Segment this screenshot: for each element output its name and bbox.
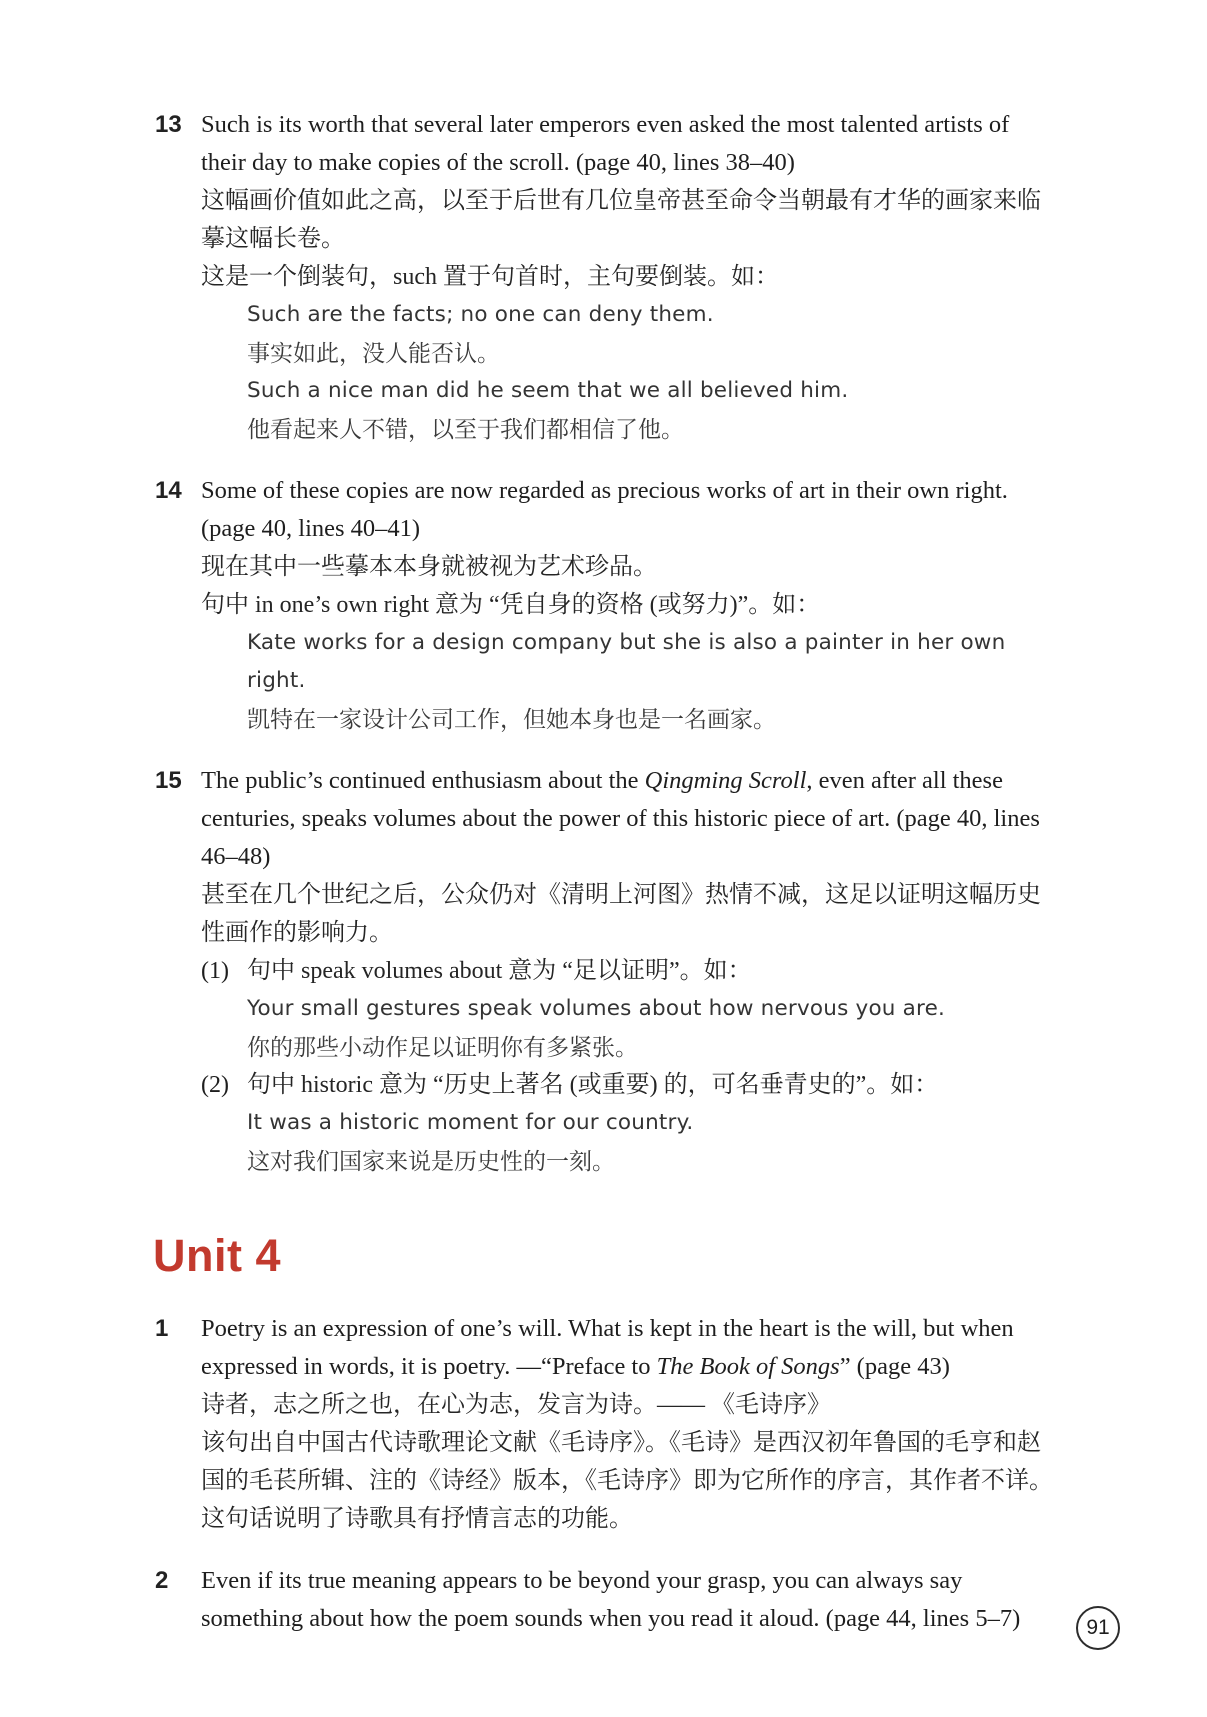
italic-title: Qingming Scroll (644, 767, 807, 794)
sentence-part: ” (page 43) (839, 1353, 950, 1380)
example-sentence-zh: 事实如此，没人能否认。 (247, 340, 500, 366)
example-sentence-zh: 你的那些小动作足以证明你有多紧张。 (247, 1034, 638, 1060)
unit4-item-1-number: 1 (155, 1315, 169, 1342)
item-13-body (201, 106, 1053, 448)
item-15-subitem-2 (201, 1066, 1053, 1180)
italic-title: The Book of Songs (656, 1353, 840, 1380)
unit4-item-2-english-sentence: Even if its true meaning appears to be beyond your grasp, you can always say something about how the poem sounds when you read it aloud. (page 44, lines 5–7) (201, 1567, 1021, 1632)
unit4-item-1-chinese-translation: 诗者，志之所之也，在心为志，发言为诗。—— 《毛诗序》 (201, 1392, 831, 1418)
item-15-body (201, 762, 1053, 1180)
item-13-number: 13 (155, 111, 182, 138)
sentence-part: The public’s continued enthusiasm about the (201, 767, 645, 794)
item-15-chinese-translation: 甚至在几个世纪之后，公众仍对《清明上河图》热情不减，这足以证明这幅历史性画作的影响力。 (201, 882, 1041, 946)
item-14-number: 14 (155, 477, 182, 504)
subitem-body (247, 1066, 1053, 1180)
item-15-number: 15 (155, 767, 182, 794)
unit4-item-2-number: 2 (155, 1567, 169, 1594)
subitem-body (247, 952, 1053, 1066)
unit4-item-2 (155, 1562, 1147, 1638)
example-sentence-en: Your small gestures speak volumes about how nervous you are. (247, 996, 946, 1021)
unit4-item-1-commentary: 该句出自中国古代诗歌理论文献《毛诗序》。《毛诗》是西汉初年鲁国的毛亨和赵国的毛苌所辑、注的《诗经》版本，《毛诗序》即为它所作的序言，其作者不详。这句话说明了诗歌具有抒情言志的功能。 (201, 1430, 1053, 1532)
item-13-chinese-translation: 这幅画价值如此之高，以至于后世有几位皇帝甚至命令当朝最有才华的画家来临摹这幅长卷。 (201, 188, 1041, 252)
example-sentence-en: Such are the facts; no one can deny them. (247, 302, 714, 327)
unit4-item-1 (155, 1310, 1147, 1538)
example-sentence-zh: 这对我们国家来说是历史性的一刻。 (247, 1148, 615, 1174)
sentence-part: , even after all these centuries, speaks volumes about the power of this historic piece of art. (page 40, lines 46–48) (201, 767, 1040, 870)
item-14-usage-note: 句中 in one’s own right 意为 “凭自身的资格 (或努力)”。如： (201, 592, 821, 618)
item-13 (155, 106, 1147, 448)
item-13-examples (201, 296, 1053, 448)
item-14-examples (201, 624, 1053, 738)
unit4-item-1-english-sentence (201, 1310, 1053, 1386)
subitem-usage-note: 句中 historic 意为 “历史上著名 (或重要) 的，可名垂青史的”。如： (247, 1072, 939, 1098)
unit-4-heading: Unit 4 (153, 1230, 282, 1281)
page-number: 91 (1086, 1616, 1110, 1639)
example-sentence-en: It was a historic moment for our country. (247, 1110, 694, 1135)
example-sentence-en: Kate works for a design company but she is also a painter in her own right. (247, 630, 1006, 693)
item-15 (155, 762, 1147, 1180)
sentence-part: Poetry is an expression of one’s will. What is kept in the heart is the will, but when expressed in words, it is poetry. —“Preface to (201, 1315, 1014, 1380)
example-sentence-zh: 凯特在一家设计公司工作，但她本身也是一名画家。 (247, 706, 776, 732)
subitem-usage-note: 句中 speak volumes about 意为 “足以证明”。如： (247, 958, 752, 984)
example-sentence-zh: 他看起来人不错，以至于我们都相信了他。 (247, 416, 684, 442)
page-number-badge (1076, 1606, 1120, 1650)
subitem-label: (2) (201, 1072, 229, 1098)
item-14-chinese-translation: 现在其中一些摹本本身就被视为艺术珍品。 (201, 554, 657, 580)
example-sentence-en: Such a nice man did he seem that we all believed him. (247, 378, 849, 403)
item-14-body (201, 472, 1053, 738)
item-14 (155, 472, 1147, 738)
item-14-english-sentence: Some of these copies are now regarded as precious works of art in their own right. (page 40, lines 40–41) (201, 477, 1008, 542)
unit4-item-2-body (201, 1562, 1053, 1638)
item-15-english-sentence (201, 762, 1053, 876)
item-13-english-sentence: Such is its worth that several later emperors even asked the most talented artists of their day to make copies of the scroll. (page 40, lines 38–40) (201, 111, 1010, 176)
item-13-grammar-note: 这是一个倒装句，such 置于句首时，主句要倒装。如： (201, 264, 779, 290)
unit4-item-1-body (201, 1310, 1053, 1538)
subitem-label: (1) (201, 958, 229, 984)
item-15-subitem-1 (201, 952, 1053, 1066)
